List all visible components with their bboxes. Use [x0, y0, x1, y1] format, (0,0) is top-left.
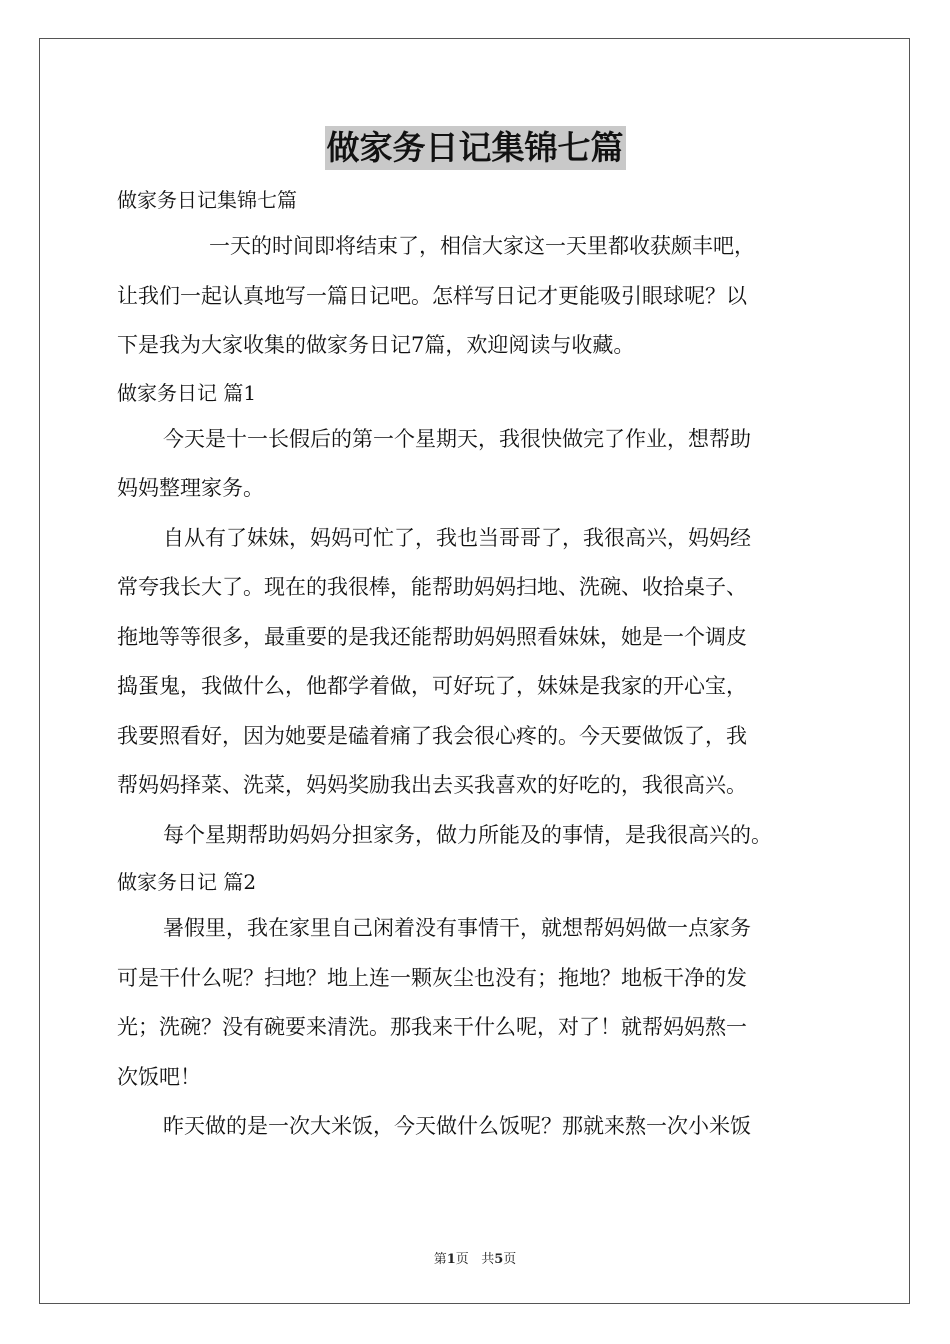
intro-line: 让我们一起认真地写一篇日记吧。怎样写日记才更能吸引眼球呢？以	[117, 283, 747, 308]
footer-prefix: 第	[433, 1252, 447, 1267]
paragraph-line: 妈妈整理家务。	[117, 476, 264, 500]
paragraph-line: 次饭吧！	[117, 1064, 201, 1089]
title-container	[0, 126, 950, 170]
paragraph-line: 可是干什么呢？扫地？地上连一颗灰尘也没有；拖地？地板干净的发	[117, 965, 747, 990]
paragraph-line: 自从有了妹妹，妈妈可忙了，我也当哥哥了，我很高兴，妈妈经	[163, 525, 751, 550]
footer-current-page: 1	[446, 1252, 456, 1267]
paragraph-line: 每个星期帮助妈妈分担家务，做力所能及的事情，是我很高兴的。	[163, 822, 772, 847]
paragraph-line: 我要照看好，因为她要是磕着痛了我会很心疼的。今天要做饭了，我	[117, 723, 747, 748]
paragraph-line: 昨天做的是一次大米饭，今天做什么饭呢？那就来熬一次小米饭	[163, 1114, 751, 1138]
section-heading-1: 做家务日记 篇1	[117, 380, 257, 405]
paragraph-line: 常夸我长大了。现在的我很棒，能帮助妈妈扫地、洗碗、收拾桌子、	[117, 575, 747, 599]
intro-line: 下是我为大家收集的做家务日记7篇，欢迎阅读与收藏。	[117, 333, 635, 357]
footer-total-pages: 5	[494, 1252, 504, 1267]
document-title: 做家务日记集锦七篇	[325, 126, 626, 170]
page-footer	[0, 1248, 950, 1267]
footer-suffix: 页	[503, 1252, 517, 1267]
paragraph-line: 暑假里，我在家里自己闲着没有事情干，就想帮妈妈做一点家务	[163, 916, 751, 940]
paragraph-line: 捣蛋鬼，我做什么，他都学着做，可好玩了，妹妹是我家的开心宝，	[117, 674, 747, 698]
paragraph-line: 今天是十一长假后的第一个星期天，我很快做完了作业，想帮助	[163, 426, 751, 451]
section-heading-2: 做家务日记 篇2	[117, 870, 257, 894]
paragraph-line: 拖地等等很多，最重要的是我还能帮助妈妈照看妹妹，她是一个调皮	[117, 624, 747, 649]
document-body	[117, 178, 837, 1152]
document-subtitle: 做家务日记集锦七篇	[117, 188, 297, 212]
paragraph-line: 光；洗碗？没有碗要来清洗。那我来干什么呢，对了！就帮妈妈熬一	[117, 1015, 747, 1039]
intro-line: 一天的时间即将结束了，相信大家这一天里都收获颇丰吧，	[209, 234, 755, 258]
footer-mid: 页 共	[455, 1252, 495, 1267]
paragraph-line: 帮妈妈择菜、洗菜，妈妈奖励我出去买我喜欢的好吃的，我很高兴。	[117, 773, 747, 797]
